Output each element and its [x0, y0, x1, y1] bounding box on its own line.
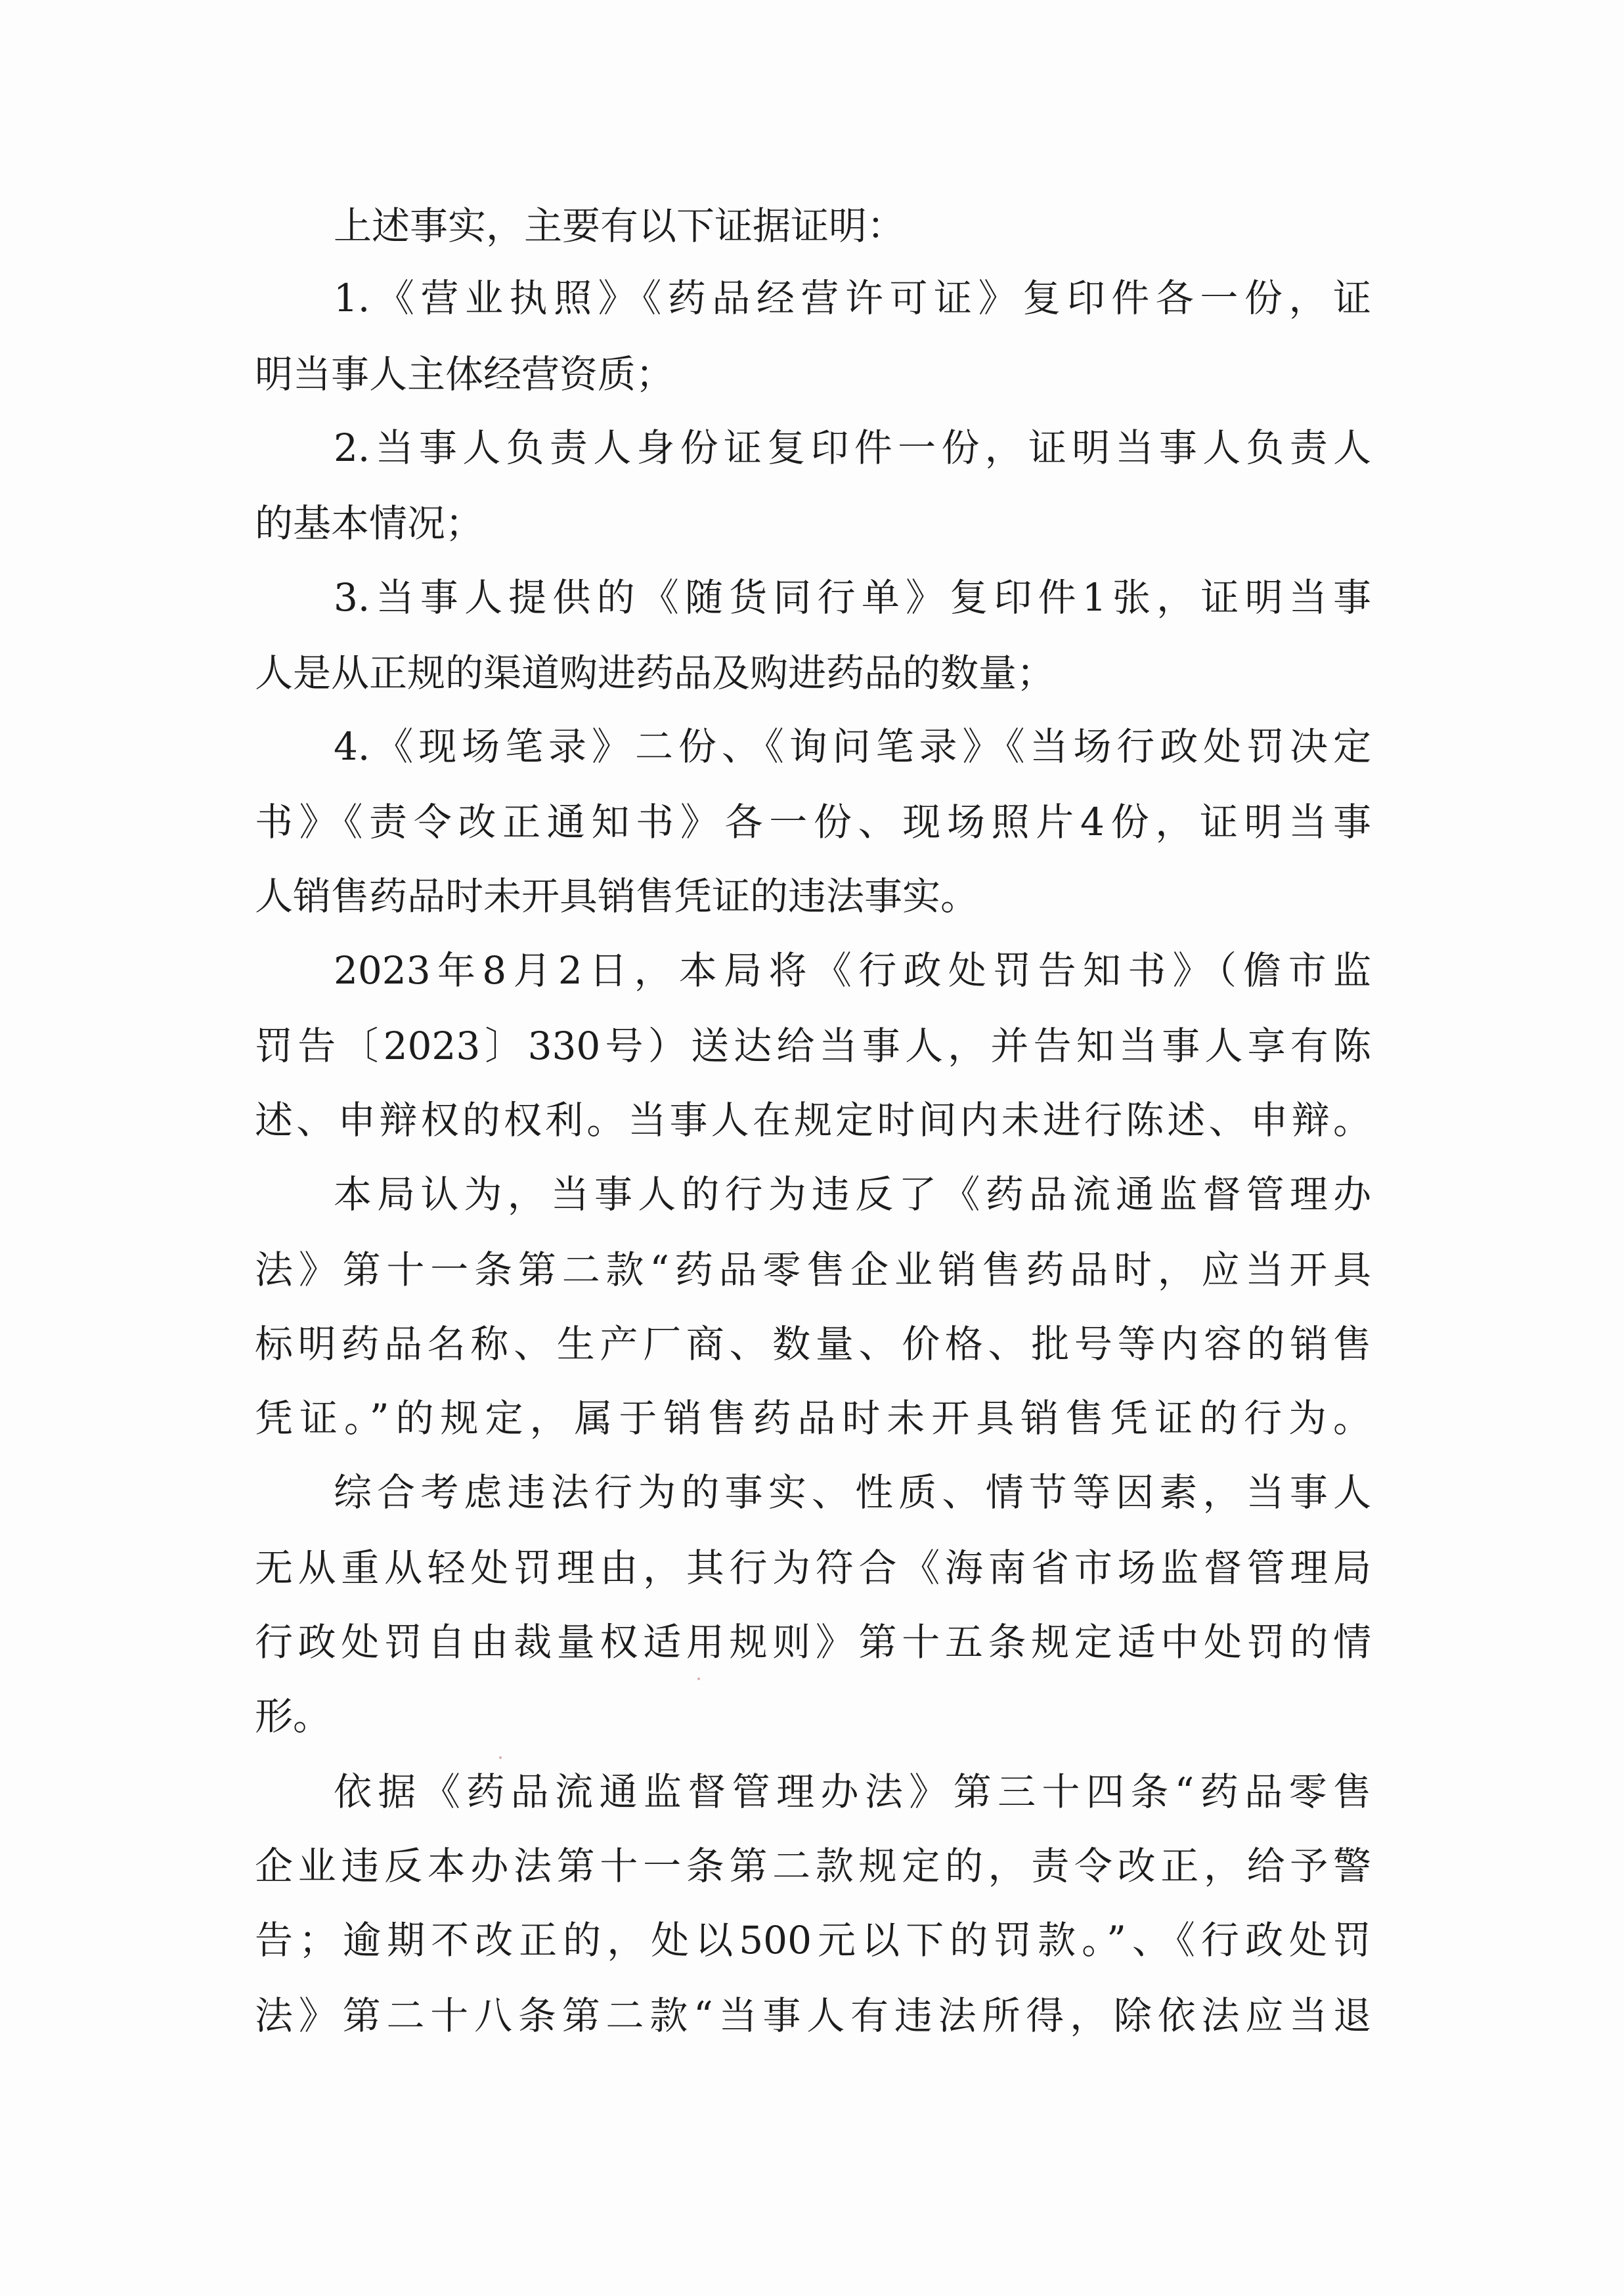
text-line: 述、申辩权的权利。当事人在规定时间内未进行陈述、申辩。 — [255, 1098, 1371, 1142]
scan-speck — [499, 1756, 502, 1759]
text-line: 法》第十一条第二款“药品零售企业销售药品时，应当开具 — [255, 1247, 1371, 1292]
text-line: 无从重从轻处罚理由，其行为符合《海南省市场监督管理局 — [255, 1546, 1371, 1590]
text-line: 标明药品名称、生产厂商、数量、价格、批号等内容的销售 — [255, 1322, 1371, 1366]
text-line: 明当事人主体经营资质； — [255, 352, 674, 397]
text-line: 罚告〔2023〕330号）送达给当事人，并告知当事人享有陈 — [255, 1024, 1371, 1068]
text-line: 的基本情况； — [255, 501, 484, 546]
text-line: 企业违反本办法第十一条第二款规定的，责令改正，给予警 — [255, 1844, 1371, 1888]
text-line: 1.《营业执照》《药品经营许可证》复印件各一份，证 — [334, 276, 1371, 320]
text-line: 2.当事人负责人身份证复印件一份，证明当事人负责人 — [334, 425, 1371, 470]
text-line: 形。 — [255, 1694, 332, 1739]
text-line: 综合考虑违法行为的事实、性质、情节等因素，当事人 — [334, 1470, 1371, 1515]
text-line: 告；逾期不改正的，处以500元以下的罚款。”、《行政处罚 — [255, 1918, 1371, 1962]
text-line: 凭证。”的规定，属于销售药品时未开具销售凭证的行为。 — [255, 1396, 1371, 1440]
text-line: 本局认为，当事人的行为违反了《药品流通监督管理办 — [334, 1172, 1371, 1217]
text-line: 4.《现场笔录》二份、《询问笔录》《当场行政处罚决定 — [334, 724, 1371, 769]
text-line: 依据《药品流通监督管理办法》第三十四条“药品零售 — [334, 1769, 1371, 1814]
text-line: 上述事实，主要有以下证据证明： — [334, 204, 906, 248]
text-line: 人是从正规的渠道购进药品及购进药品的数量； — [255, 651, 1055, 695]
text-line: 3.当事人提供的《随货同行单》复印件1张，证明当事 — [334, 575, 1371, 620]
text-line: 法》第二十八条第二款“当事人有违法所得，除依法应当退 — [255, 1993, 1371, 2038]
scan-speck — [697, 1678, 700, 1680]
text-line: 书》《责令改正通知书》各一份、现场照片4份，证明当事 — [255, 800, 1371, 844]
text-line: 人销售药品时未开具销售凭证的违法事实。 — [255, 874, 979, 919]
text-line: 行政处罚自由裁量权适用规则》第十五条规定适中处罚的情 — [255, 1620, 1371, 1664]
text-line: 2023年8月2日，本局将《行政处罚告知书》（儋市监 — [334, 948, 1371, 993]
